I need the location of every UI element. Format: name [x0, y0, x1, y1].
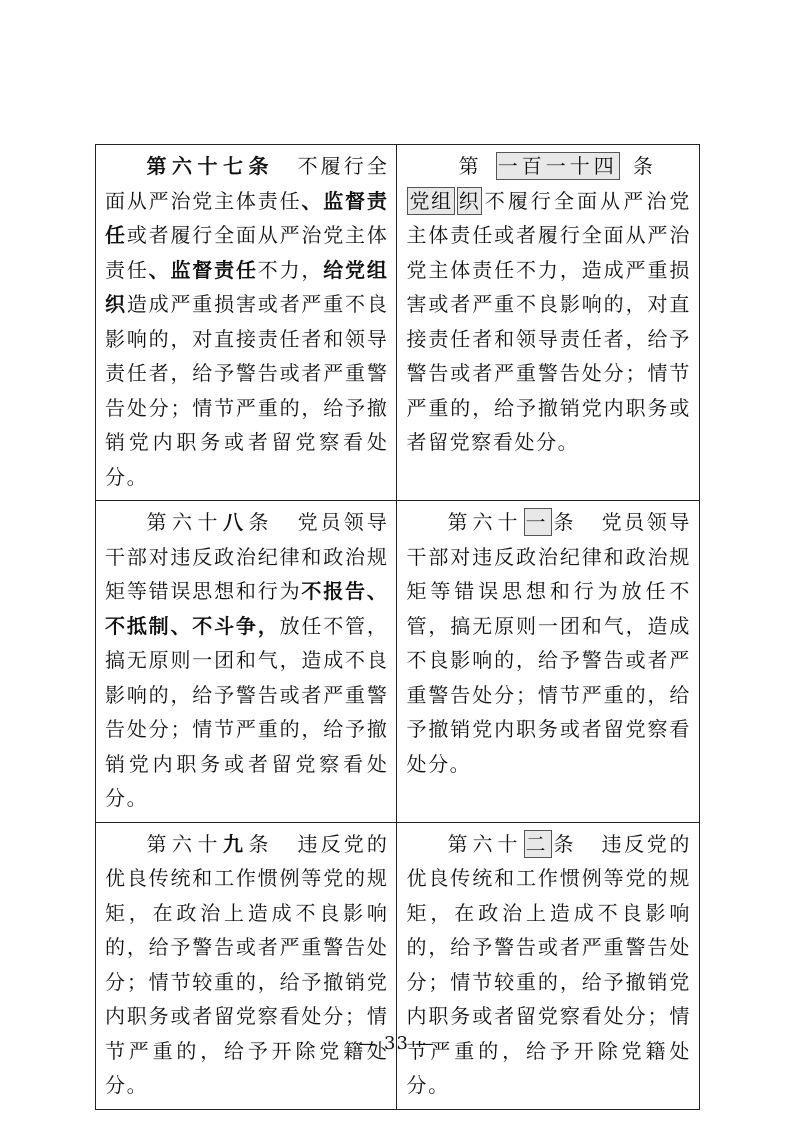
- old-article-cell: 第六十 一 条 党员领导干部对违反政治纪律和政治规矩等错误思想和行为放任不管，搞无原则一团和气，造成不良影响的，给予警告或者严重警告处分；情节严重的，给予撤销党内职务或者留党察看处分。: [397, 501, 700, 823]
- table-row: [96, 501, 700, 823]
- article-number: 第六十 二 条: [446, 831, 579, 856]
- changed-text-highlight: 织: [458, 188, 481, 213]
- table-row: [96, 145, 700, 501]
- article-number: 第 一百一十四 条: [446, 154, 670, 178]
- article-number: 第六十 一 条: [446, 510, 579, 534]
- article-number: 第六十八条: [145, 510, 275, 534]
- added-text: 给党组织: [105, 257, 389, 316]
- page-number: — 33 —: [358, 1033, 435, 1054]
- added-text: 、监督责任: [105, 188, 389, 247]
- added-text: 、监督责任: [148, 257, 258, 282]
- article-number: 第六十七条: [145, 154, 275, 178]
- table-row: [96, 822, 700, 1109]
- article-number: 第六十九条: [145, 831, 275, 856]
- old-article-cell: 第 一百一十四 条党组 织 不履行全面从严治党主体责任或者履行全面从严治党主体责任不力，造成严重损害或者严重不良影响的，对直接责任者和领导责任者，给予警告或者严重警告处分；情节严重的，给予撤销党内职务或者留党察看处分。: [397, 145, 700, 501]
- changed-number-highlight: 一: [525, 510, 550, 534]
- comparison-table: [95, 144, 700, 1110]
- changed-number-highlight: 一百一十四: [497, 154, 618, 178]
- changed-text-highlight: 党组: [409, 188, 453, 213]
- new-article-cell: 第六十七条 不履行全面从严治党主体责任、监督责任或者履行全面从严治党主体责任、监督责任不力，给党组织造成严重损害或者严重不良影响的，对直接责任者和领导责任者，给予警告或者严重警告处分；情节严重的，给予撤销党内职务或者留党察看处分。: [96, 145, 397, 501]
- new-article-cell: 第六十八条 党员领导干部对违反政治纪律和政治规矩等错误思想和行为不报告、不抵制、不斗争，放任不管，搞无原则一团和气，造成不良影响的，给予警告或者严重警告处分；情节严重的，给予撤销党内职务或者留党察看处分。: [96, 501, 397, 823]
- changed-number-highlight: 二: [525, 831, 550, 856]
- added-text: 不报告、不抵制、不斗争，: [105, 579, 389, 638]
- new-article-cell: 第六十九条 违反党的优良传统和工作惯例等党的规矩，在政治上造成不良影响的，给予警告或者严重警告处分；情节较重的，给予撤销党内职务或者留党察看处分；情节严重的，给予开除党籍处分。: [96, 822, 397, 1109]
- old-article-cell: 第六十 二 条 违反党的优良传统和工作惯例等党的规矩，在政治上造成不良影响的，给予警告或者严重警告处分；情节较重的，给予撤销党内职务或者留党察看处分；情节严重的，给予开除党籍处分。: [397, 822, 700, 1109]
